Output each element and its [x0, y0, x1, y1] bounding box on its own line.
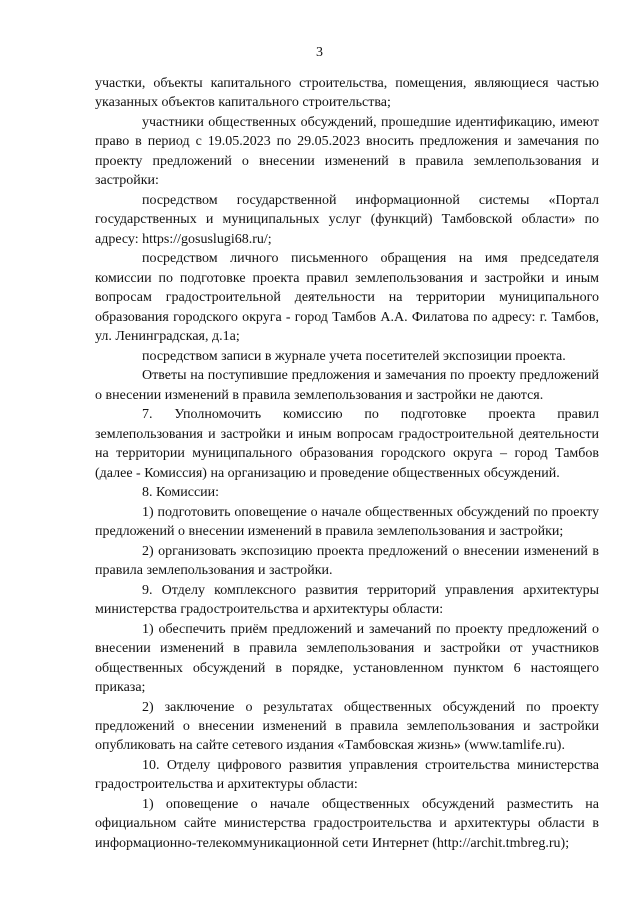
paragraph: Ответы на поступившие предложения и замечания по проекту предложений о внесении изменений в правила землепользования и застройки не даются. — [95, 368, 599, 403]
paragraph: 2) организовать экспозицию проекта предложений о внесении изменений в правила землепользования и застройки. — [95, 543, 599, 579]
paragraph: 1) подготовить оповещение о начале общественных обсуждений по проекту предложений о внесении изменений в правила землепользования и застройки; — [95, 504, 599, 540]
paragraph: участки, объекты капитального строительства, помещения, являющиеся частью указанных объектов капитального строительства; — [95, 76, 599, 111]
paragraph: 7. Уполномочить комиссию по подготовке проекта правил землепользования и застройки и иным вопросам градостроительной деятельности на территории муниципального образования городского округа – город Тамбов (далее - Комиссия) на организацию и проведение общественных обсуждений. — [95, 407, 599, 481]
paragraph: 2) заключение о результатах общественных обсуждений по проекту предложений о внесении изменений в правила землепользования и застройки опубликовать на сайте сетевого издания «Тамбовская жизнь» (www.tamlife.ru). — [95, 699, 599, 754]
paragraph: посредством личного письменного обращения на имя председателя комиссии по подготовке проекта правил землепользования и застройки и иным вопросам градостроительной деятельности на территории муниципального образования городского округа - город Тамбов А.А. Филатова по адресу: г. Тамбов, ул. Ленинградская, д.1а; — [95, 251, 599, 345]
paragraph: 1) оповещение о начале общественных обсуждений разместить на официальном сайте министерства градостроительства и архитектуры области в информационно-телекоммуникационной сети Интернет (http://archit.tmbreg.ru); — [95, 796, 599, 851]
paragraph: 8. Комиссии: — [142, 485, 220, 501]
page-number: 3 — [316, 45, 323, 60]
paragraph: 10. Отделу цифрового развития управления строительства министерства градостроительства и архитектуры области: — [95, 757, 599, 793]
paragraph: 1) обеспечить приём предложений и замечаний по проекту предложений о внесении изменений в правила землепользования и застройки от участников общественных обсуждений в порядке, установленном пунктом 6 настоящего приказа; — [95, 621, 599, 696]
paragraph: 9. Отделу комплексного развития территорий управления архитектуры министерства градостроительства и архитектуры области: — [95, 582, 599, 618]
paragraph: посредством государственной информационной системы «Портал государственных и муниципальных услуг (функций) Тамбовской области» по адресу: https://gosuslugi68.ru/; — [95, 192, 599, 247]
paragraph: участники общественных обсуждений, прошедшие идентификацию, имеют право в период с 19.05.2023 по 29.05.2023 вносить предложения и замечания по проекту предложений о внесении изменений в правила землепользования и застройки: — [95, 114, 599, 189]
document-body — [95, 74, 599, 853]
paragraph: посредством записи в журнале учета посетителей экспозиции проекта. — [142, 348, 566, 364]
